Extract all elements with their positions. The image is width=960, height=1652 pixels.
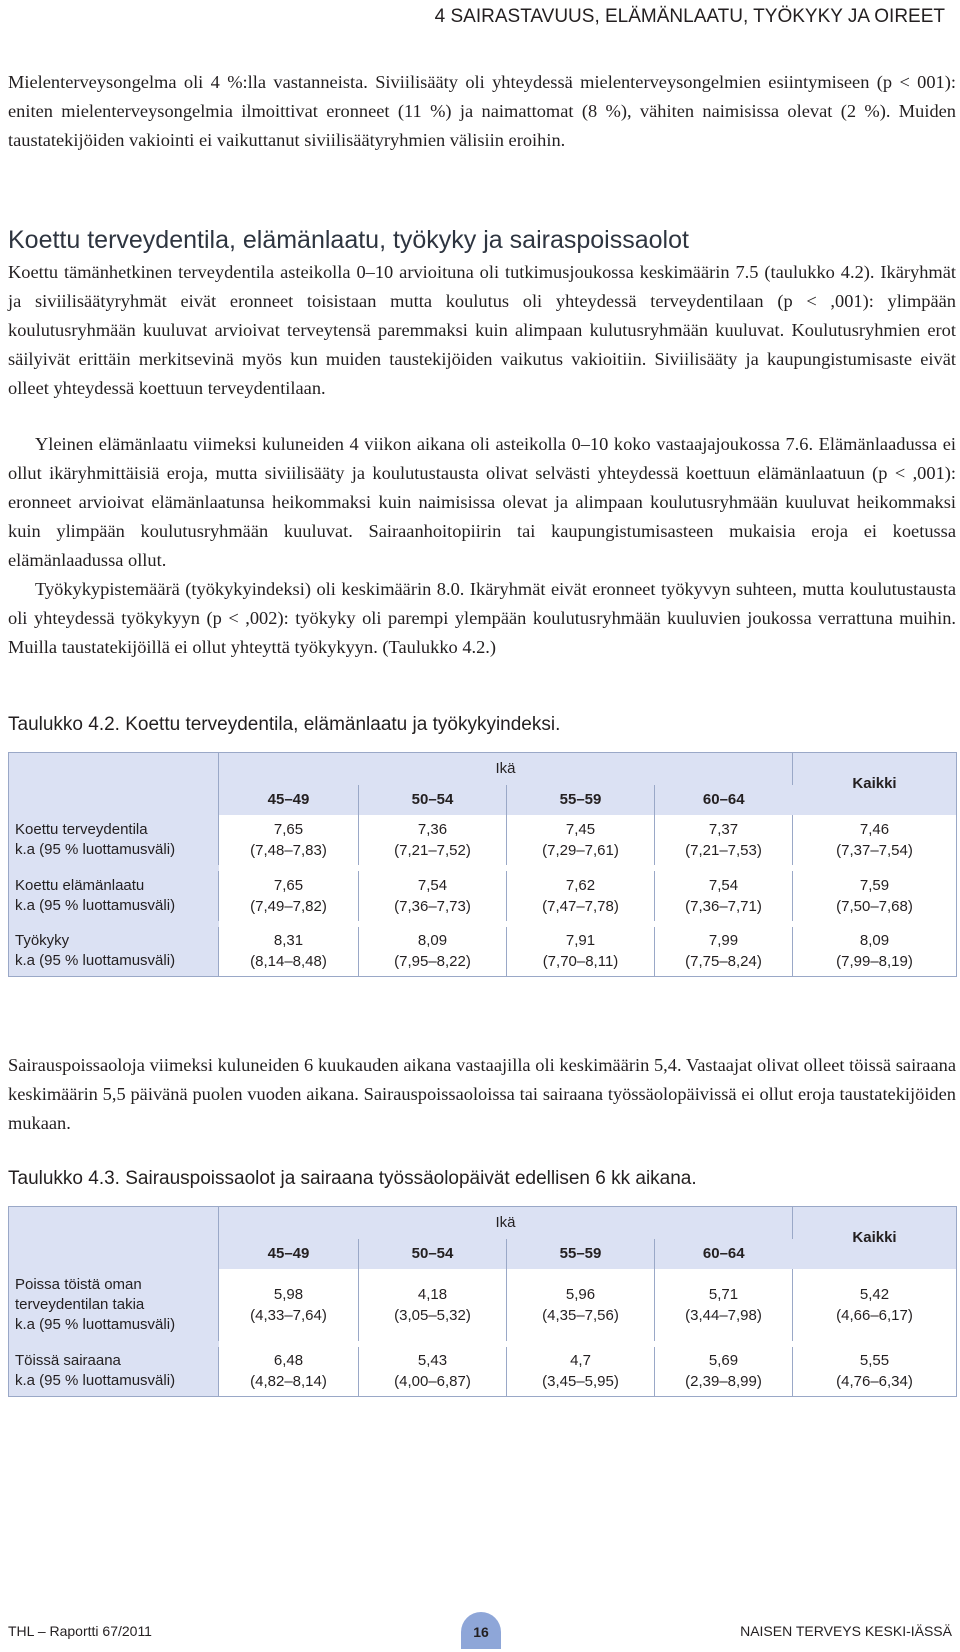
table-corner [9, 1207, 219, 1269]
section-heading: Koettu terveydentila, elämänlaatu, työkyky ja sairaspoissaolot [8, 226, 689, 254]
paragraph-mental-health: Mielenterveysongelma oli 4 %:lla vastanneista. Siviilisääty oli yhteydessä mielenterveysongelmien esiintymiseen (p < 001): eniten mielenterveysongelmia ilmoittivat eronneet (11 %) ja naimattomat (8 %), vähiten naimisissa olevat (2 %). Muiden taustatekijöiden vakiointi ei vaikuttanut siviilisäätyryhmien välisiin eroihin. [8, 72, 956, 150]
age-column-header: 55–59 [507, 1239, 655, 1269]
paragraph-sick-leave: Sairauspoissaoloja viimeksi kuluneiden 6 kuukauden aikana vastaajilla oli keskimäärin 5,4. Vastaajat olivat olleet töissä sairaana keskimäärin 5,5 päivänä puolen vuoden aikana. Sairauspoissaoloissa tai sairaana työssäolopäivissä ei ollut eroja taustatekijöiden mukaan. [8, 1055, 956, 1133]
row-label: Poissa töistä oman terveydentilan takia k.a (95 % luottamusväli) [9, 1269, 219, 1341]
table-cell: 5,69 (2,39–8,99) [655, 1347, 793, 1397]
table-row [9, 871, 957, 921]
paragraph-health-status: Koettu tämänhetkinen terveydentila asteikolla 0–10 arvioituna oli tutkimusjoukossa keskimäärin 7.5 (taulukko 4.2). Ikäryhmät ja siviilisäätyryhmät eivät eronneet toisistaan mutta koulutus oli yhteydessä terveydentilaan (p < ,001): ylimpään koulutusryhmään kuuluvat arvioivat terveytensä paremmaksi kuin alimpaan kulutusryhmään kuuluvat. Koulutusryhmien erot säilyivät erittäin merkitsevinä myös kun muiden taustekijöiden vaikutus vakioitiin. Siviilisääty ja kaupungistumisaste eivät olleet yhteydessä koettuun terveydentilaan. [8, 262, 956, 398]
age-column-header: 45–49 [219, 1239, 359, 1269]
table-4-2-caption: Taulukko 4.2. Koettu terveydentila, elämänlaatu ja työkykyindeksi. [8, 714, 561, 735]
table-cell: 4,7 (3,45–5,95) [507, 1347, 655, 1397]
row-label: Töissä sairaana k.a (95 % luottamusväli) [9, 1347, 219, 1397]
age-column-header: 55–59 [507, 785, 655, 815]
age-column-header: 60–64 [655, 1239, 793, 1269]
table-cell: 5,71 (3,44–7,98) [655, 1269, 793, 1341]
table-row [9, 1347, 957, 1397]
table-cell: 8,31 (8,14–8,48) [219, 927, 359, 977]
table-cell: 7,59 (7,50–7,68) [793, 871, 957, 921]
table-cell: 7,99 (7,75–8,24) [655, 927, 793, 977]
table-cell: 8,09 (7,95–8,22) [359, 927, 507, 977]
row-label: Työkyky k.a (95 % luottamusväli) [9, 927, 219, 977]
table-cell: 7,65 (7,48–7,83) [219, 815, 359, 865]
table-4-2 [8, 752, 957, 977]
paragraph-work-ability: Työkykypistemäärä (työkykyindeksi) oli keskimäärin 8.0. Ikäryhmät eivät eronneet työkyvyn suhteen, mutta koulutustausta oli yhteydessä työkykyyn (p < ,002): työkyky oli parempi ylempään koulutusryhmään kuuluvien joukossa verrattuna muihin. Muilla taustatekijöillä ei ollut yhteyttä työkykyyn. (Taulukko 4.2.) [8, 579, 956, 657]
table-cell: 7,91 (7,70–8,11) [507, 927, 655, 977]
table-row [9, 815, 957, 865]
table-cell: 7,54 (7,36–7,71) [655, 871, 793, 921]
table-cell: 7,36 (7,21–7,52) [359, 815, 507, 865]
table-cell: 6,48 (4,82–8,14) [219, 1347, 359, 1397]
table-cell: 7,37 (7,21–7,53) [655, 815, 793, 865]
table-corner [9, 753, 219, 815]
table-4-3-caption: Taulukko 4.3. Sairauspoissaolot ja sairaana työssäolopäivät edellisen 6 kk aikana. [8, 1168, 697, 1189]
page-number-badge: 16 [461, 1612, 501, 1649]
age-group-header: Ikä [219, 1207, 793, 1239]
age-group-header: Ikä [219, 753, 793, 785]
row-label: Koettu terveydentila k.a (95 % luottamusväli) [9, 815, 219, 865]
age-column-header: 50–54 [359, 785, 507, 815]
table-cell: 5,96 (4,35–7,56) [507, 1269, 655, 1341]
total-header: Kaikki [793, 1207, 957, 1269]
footer-publication-title: NAISEN TERVEYS KESKI-IÄSSÄ [740, 1623, 952, 1639]
table-cell: 7,62 (7,47–7,78) [507, 871, 655, 921]
paragraph-quality-of-life: Yleinen elämänlaatu viimeksi kuluneiden 4 viikon aikana oli asteikolla 0–10 koko vastaajajoukossa 7.6. Elämänlaadussa ei ollut ikäryhmittäisiä eroja, mutta siviilisääty ja koulutustausta olivat selvästi yhteydessä koettuun elämänlaatuun (p < ,001): eronneet arvioivat elämänlaatunsa heikommaksi kuin naimisissa olevat ja alimpaan koulutusryhmään kuuluvat heikommaksi kuin ylimpään koulutusryhmään kuuluvat. Sairaanhoitopiirin tai kaupungistumisasteen mukaisia eroja ei koetussa elämänlaadussa ollut. [8, 434, 956, 570]
table-row [9, 1269, 957, 1341]
table-cell: 5,98 (4,33–7,64) [219, 1269, 359, 1341]
age-column-header: 60–64 [655, 785, 793, 815]
table-cell: 7,45 (7,29–7,61) [507, 815, 655, 865]
footer-report-id: THL – Raportti 67/2011 [8, 1623, 152, 1639]
table-cell: 5,43 (4,00–6,87) [359, 1347, 507, 1397]
table-4-3 [8, 1206, 957, 1397]
table-cell: 8,09 (7,99–8,19) [793, 927, 957, 977]
age-column-header: 50–54 [359, 1239, 507, 1269]
table-cell: 7,46 (7,37–7,54) [793, 815, 957, 865]
table-cell: 5,42 (4,66–6,17) [793, 1269, 957, 1341]
age-column-header: 45–49 [219, 785, 359, 815]
total-header: Kaikki [793, 753, 957, 815]
row-label: Koettu elämänlaatu k.a (95 % luottamusväli) [9, 871, 219, 921]
table-row [9, 927, 957, 977]
table-cell: 4,18 (3,05–5,32) [359, 1269, 507, 1341]
table-cell: 7,65 (7,49–7,82) [219, 871, 359, 921]
table-cell: 7,54 (7,36–7,73) [359, 871, 507, 921]
table-cell: 5,55 (4,76–6,34) [793, 1347, 957, 1397]
running-header: 4 SAIRASTAVUUS, ELÄMÄNLAATU, TYÖKYKY JA OIREET [434, 6, 945, 27]
